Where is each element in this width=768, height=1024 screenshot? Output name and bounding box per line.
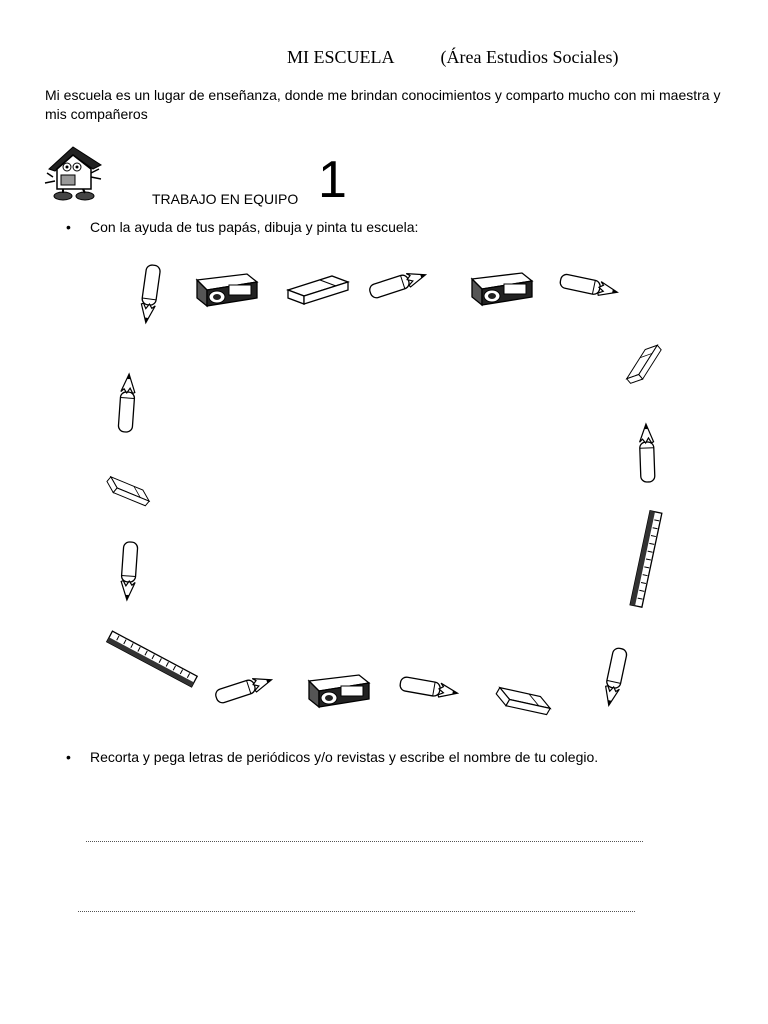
eraser-icon — [288, 276, 348, 304]
sharpener-icon — [472, 273, 532, 305]
writing-line — [86, 841, 643, 842]
sharpener-icon — [197, 274, 257, 306]
title-text: MI ESCUELA — [287, 47, 395, 67]
pencil-icon — [559, 273, 619, 299]
instruction-cut-paste-text: Recorta y pega letras de periódicos y/o revistas y escribe el nombre de tu colegio. — [90, 749, 599, 765]
intro-paragraph: Mi escuela es un lugar de enseñanza, donde me brindan conocimientos y comparto mucho con mi maestra y mis compañeros — [45, 87, 721, 122]
bullet-marker: • — [66, 219, 71, 235]
team-work-label: TRABAJO EN EQUIPO — [152, 191, 299, 207]
sharpener-icon — [309, 675, 369, 707]
pencil-icon — [214, 673, 273, 704]
eraser-icon — [104, 469, 152, 514]
writing-line — [78, 911, 635, 912]
pencil-icon — [368, 268, 427, 299]
pencil-icon — [639, 424, 655, 482]
eraser-icon — [620, 342, 668, 387]
eraser-icon — [494, 677, 553, 726]
bullet-marker: • — [66, 749, 71, 765]
pencil-icon — [602, 647, 628, 707]
ruler-icon — [107, 631, 197, 687]
pencil-icon — [118, 374, 136, 433]
ruler-icon — [630, 511, 662, 607]
subject-text: (Área Estudios Sociales) — [440, 47, 619, 67]
instruction-draw-text: Con la ayuda de tus papás, dibuja y pinta tu escuela: — [90, 219, 419, 235]
pencil-icon — [120, 542, 138, 601]
activity-number: 1 — [318, 151, 347, 209]
pencil-icon — [399, 676, 459, 700]
instruction-cut-paste — [66, 749, 598, 765]
pencil-icon — [139, 264, 161, 323]
